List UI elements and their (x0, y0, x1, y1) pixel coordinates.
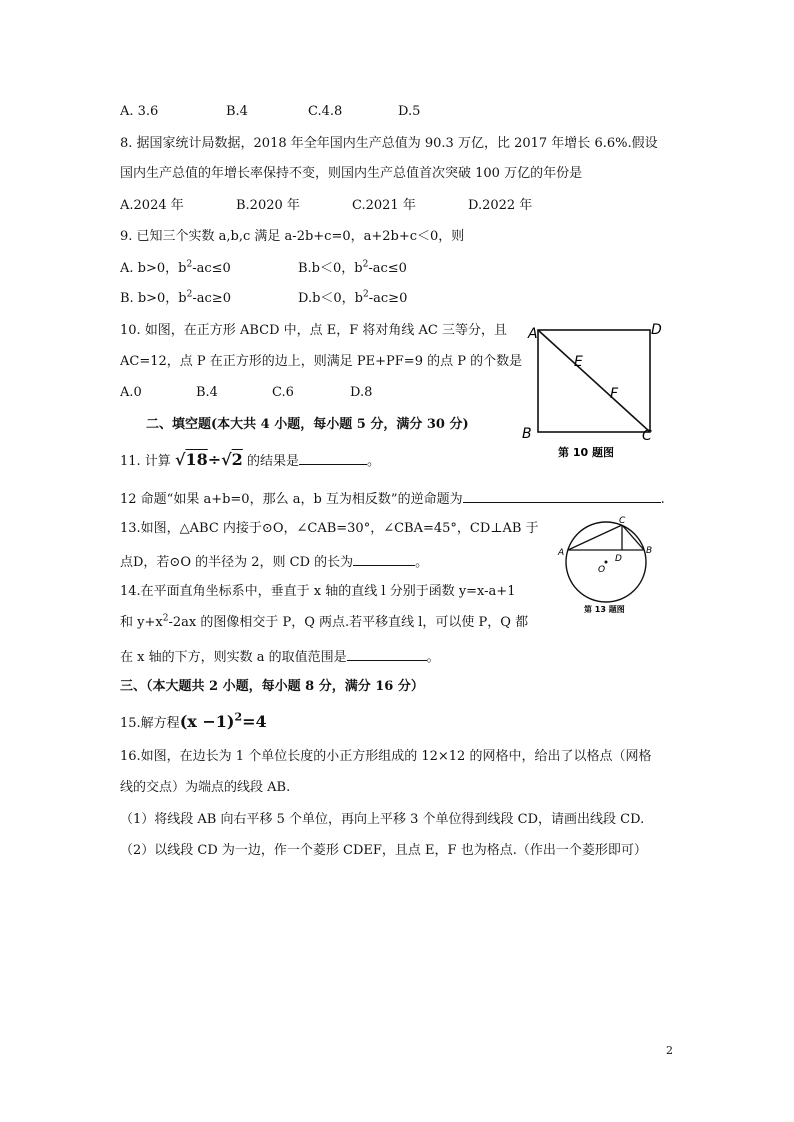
chord-bc (622, 525, 644, 550)
q14-stem-line2: 和 $y+x^2-2ax$ 的图像相交于 P，Q 两点.若平移直线 l，可以使 P，Q 都 (120, 613, 529, 630)
q8-option-b: B.2020 年 (236, 198, 300, 213)
q9-stem: 9. 已知三个实数 a,b,c 满足 a-2b+c=0，a+2b+c＜0，则 (120, 229, 465, 244)
q16-stem-line1: 16.如图，在边长为 1 个单位长度的小正方形组成的 12×12 的网格中，给出了以格点（网格 (120, 749, 652, 764)
q8-option-d: D.2022 年 (468, 198, 533, 213)
q14-answer-blank[interactable] (347, 648, 427, 661)
q7-option-b: B.4 (226, 104, 248, 119)
page-number: 2 (666, 1044, 673, 1057)
q11-line: 11. 计算 √18÷√2 的结果是 。 (120, 450, 380, 469)
diagonal-ac (538, 330, 650, 432)
q16-stem-line2: 线的交点）为端点的线段 AB. (120, 780, 291, 795)
label-b: B (522, 426, 532, 442)
q15-equation: $(x -1)^2=4$ (179, 710, 267, 731)
q8-option-a: A.2024 年 (120, 198, 184, 213)
q10-option-a: A.0 (120, 385, 142, 400)
q10-option-c: C.6 (272, 385, 294, 400)
section-3-heading: 三、（本大题共 2 小题，每小题 8 分，满分 16 分） (120, 679, 424, 694)
label-b: B (646, 546, 653, 556)
label-d: D (615, 554, 622, 564)
q12-line: 12 命题“如果 a+b=0，那么 a，b 互为相反数”的逆命题为 . (120, 492, 665, 507)
q7-option-a: A. 3.6 (120, 104, 159, 119)
q7-option-c: C.4.8 (308, 104, 343, 119)
q13-circle-figure (556, 512, 664, 618)
label-f: F (610, 386, 619, 402)
q9-option-c: B. b>0，$b^2-ac\ge 0$ (120, 289, 231, 306)
q9-option-a: A. b>0，$b^2-ac\le 0$ (120, 259, 231, 276)
q9-option-d: D.b＜0，$b^2-ac\ge 0$ (298, 289, 408, 306)
q11-answer-blank[interactable] (299, 452, 367, 465)
q9-option-b: B.b＜0，$b^2-ac\le 0$ (298, 259, 407, 276)
label-o: O (598, 565, 606, 575)
q16-part1: （1）将线段 AB 向右平移 5 个单位，再向上平移 3 个单位得到线段 CD，请画出线段 CD. (120, 812, 645, 827)
q15-line: 15.解方程$(x -1)^2=4$ (120, 710, 267, 731)
q10-stem-line2: AC=12，点 P 在正方形的边上，则满足 PE+PF=9 的点 P 的个数是 (120, 354, 523, 369)
q13-answer-blank[interactable] (353, 553, 415, 566)
q10-stem-line1: 10. 如图，在正方形 ABCD 中，点 E，F 将对角线 AC 三等分，且 (120, 323, 507, 338)
q14-stem-line1: 14.在平面直角坐标系中，垂直于 x 轴的直线 l 分别于函数 y=x-a+1 (120, 584, 516, 599)
section-2-heading: 二、填空题(本大共 4 小题，每小题 5 分，满分 30 分) (146, 417, 469, 432)
q13-figure-caption: 第 13 题图 (584, 605, 625, 614)
sqrt-18: √18 (174, 450, 208, 469)
q8-option-c: C.2021 年 (352, 198, 416, 213)
sqrt-2: √2 (221, 450, 243, 469)
center-point (605, 561, 608, 564)
q14-stem-line3: 在 x 轴的下方，则实数 a 的取值范围是 。 (120, 650, 440, 665)
label-a: A (528, 326, 538, 342)
q8-stem-line2: 国内生产总值的年增长率保持不变，则国内生产总值首次突破 100 万亿的年份是 (120, 166, 583, 181)
q8-stem-line1: 8. 据国家统计局数据，2018 年全年国内生产总值为 90.3 万亿，比 2017 年增长 6.6%.假设 (120, 136, 658, 151)
q13-stem-line1: 13.如图，△ABC 内接于⊙O，∠CAB=30°，∠CBA=45°，CD⊥AB 于 (120, 521, 539, 536)
label-e: E (574, 354, 583, 370)
q10-option-b: B.4 (196, 385, 218, 400)
chord-ac (568, 525, 622, 550)
q7-option-d: D.5 (398, 104, 421, 119)
q13-stem-line2: 点D，若⊙O 的半径为 2，则 CD 的长为 。 (120, 555, 429, 570)
q10-square-figure (518, 318, 668, 460)
q16-part2: （2）以线段 CD 为一边，作一个菱形 CDEF，且点 E，F 也为格点.（作出一个菱形即可） (120, 843, 647, 858)
label-c: C (642, 428, 652, 444)
q10-figure-caption: 第 10 题图 (558, 446, 614, 459)
q12-answer-blank[interactable] (463, 490, 661, 503)
label-a: A (558, 548, 565, 558)
label-d: D (651, 322, 662, 338)
label-c: C (619, 516, 626, 526)
q10-option-d: D.8 (350, 385, 373, 400)
